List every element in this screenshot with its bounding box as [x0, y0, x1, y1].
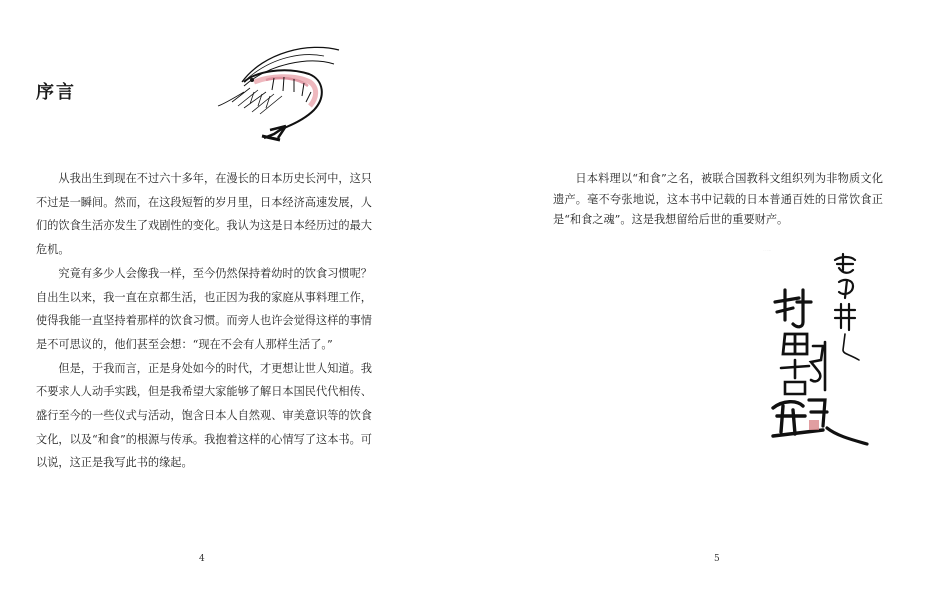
preface-body-continued: [553, 169, 883, 231]
paragraph: 究竟有多少人会像我一样，至今仍然保持着幼时的饮食习惯呢？自出生以来，我一直在京都生活，也正因为我的家庭从事料理工作，使得我能一直坚持着那样的饮食习惯。而旁人也许会觉得这样的事情是不可思议的，他们甚至会想：“现在不会有人那样生活了。”: [36, 266, 372, 351]
paragraph: 日本料理以“和食”之名，被联合国教科文组织列为非物质文化遗产。毫不夸张地说，这本书中记载的日本普通百姓的日常饮食正是“和食之魂”。这是我想留给后世的重要财产。: [553, 172, 883, 227]
paragraph: 但是，于我而言，正是身处如今的时代，才更想让世人知道。我不要求人人动手实践，但是我希望大家能够了解日本国民代代相传、盛行至今的一些仪式与活动，饱含日本人自然观、审美意识等的饮食文化，以及“和食”的根源与传承。我抱着这样的心情写了这本书。可以说，这正是我写此书的缘起。: [36, 361, 372, 470]
signature-text: [763, 250, 771, 251]
page-number: 4: [199, 554, 205, 564]
preface-body: [36, 167, 372, 475]
paragraph: 从我出生到现在不过六十多年，在漫长的日本历史长河中，这只不过是一瞬间。然而，在这段短暂的岁月里，日本经济高速发展，人们的饮食生活亦发生了戏剧性的变化。我认为这是日本经历过的最大危机。: [36, 172, 372, 257]
shrimp-illustration: [214, 42, 344, 142]
page-title: 序言: [36, 82, 76, 103]
right-page: [463, 0, 925, 595]
calligraphy-signature-icon: [763, 250, 873, 450]
page-number: 5: [714, 554, 720, 564]
left-page: [0, 0, 462, 595]
